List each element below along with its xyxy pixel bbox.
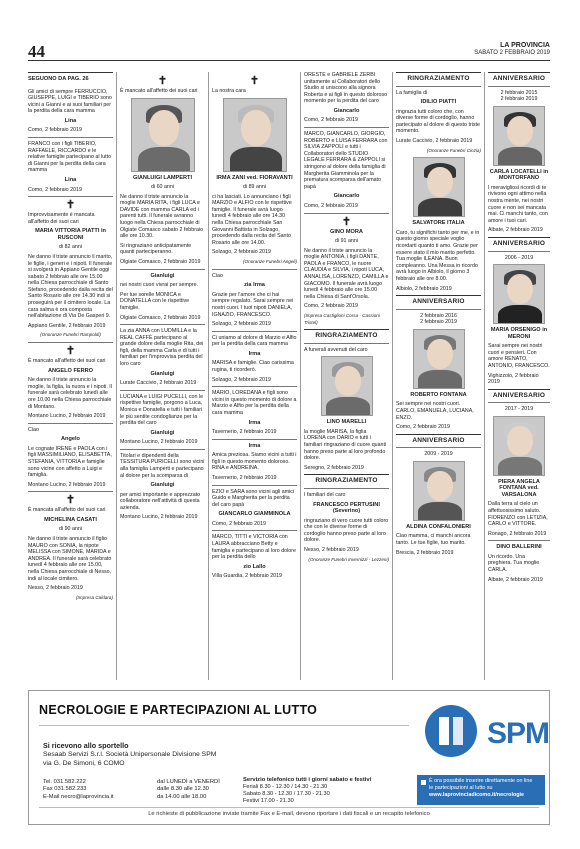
- section-title: RINGRAZIAMENTO: [304, 474, 389, 489]
- notice-text: MARCO, TITTI e VICTORIA con LAURA abbracciano Betty e famiglia e partecipano al loro dolore per la perdita dello: [212, 534, 296, 561]
- page-number: 44: [28, 42, 45, 61]
- notice-text: per amici importante e apprezzato collaboratore nell'attività di questa azienda.: [120, 491, 201, 511]
- notice-text: Ne danno il triste annuncio il figlio MAURO con SONIA, la nipote MELISSA con SIMONE, MARIDA e ANDREA. Il funerale sarà celebrato lunedì 4 febbraio alle ore 15.00, nella Chiesa parrocchiale di Nesso, indi al locale cimitero.: [28, 536, 112, 582]
- notice-text: Ne danno il triste annuncio la moglie, la figlia, la nuora e i nipoti. Il funerale sarà celebrato lunedì alle ore 10.00 nella Chiesa parrocchiale di Montano.: [28, 377, 112, 410]
- notice-text: nei nostri cuori vivrai per sempre.: [120, 282, 199, 289]
- cross-icon: ✝: [65, 199, 76, 212]
- notice-text: EZIO e SARA sono vicini agli amici Guido e Margherita per la perdita del caro papà: [212, 488, 295, 508]
- notice-text: Per tue sorelle MONICA e DONATELLA con le rispettive famiglie.: [120, 291, 190, 311]
- anniversary-dates: 2009 - 2019: [424, 451, 453, 458]
- notice-place: Seregno, 2 febbraio 2019: [304, 464, 364, 471]
- notice-name: Gianluigi: [150, 272, 175, 279]
- notice-name: Irma: [248, 442, 261, 449]
- section-title: ANNIVERSARIO: [488, 72, 550, 87]
- deceased-name: IDILIO PIATTI: [420, 99, 457, 106]
- notice-text: È mancato all'affetto dei suoi cari: [28, 358, 106, 365]
- notice-text: Caro, tu significhi tanto per me, e in questo giorno speciale voglio ricordarti quanto ti amo. Grazie per essere stato il mio marito perfetto. Tua moglie ILEANA. Buon compleanno. Una Messa in ricordo avrà luogo in Albiolo, il giorno 3 febbraio alle ore 8.00.: [396, 229, 480, 282]
- online-url[interactable]: www.laprovinciadicomo.it/necrologie: [429, 792, 525, 798]
- notice-place: Montano Lucino, 2 febbraio 2019: [120, 514, 198, 521]
- divider: [28, 491, 113, 492]
- desk-street: via G. De Simoni, 6 COMO: [43, 760, 125, 767]
- divider: [212, 386, 297, 387]
- phone-service-holidays: Festivi 17.00 - 21.30: [243, 798, 294, 804]
- notice-text: La nostra cara: [212, 88, 246, 94]
- column-divider: [484, 72, 485, 680]
- notice-text: MARIO, LOREDANA e figli sono vicini in questo momento di dolore a Marzio e Alfio per la perdita della cara mamma: [212, 390, 297, 416]
- deceased-photo: [413, 329, 465, 389]
- office-hours: [157, 779, 220, 801]
- divider: [212, 439, 297, 440]
- divider: [212, 269, 297, 270]
- column-3: [212, 72, 297, 672]
- notice-place: Tavernerio, 2 febbraio 2019: [212, 474, 277, 481]
- office-days: dal LUNEDÌ a VENERDÌ: [157, 779, 220, 785]
- desk-company: Sesaab Servizi S.r.l. Società Unipersonale Divisione SPM: [43, 751, 217, 758]
- notice-text: Titolari e dipendenti della TESSITURA PURICELLI sono vicini alla famiglia Lamperti e partecipano al dolore per la scomparsa di: [120, 452, 205, 479]
- notice-place: Como, 2 febbraio 2019: [304, 303, 358, 310]
- contacts: [43, 779, 114, 801]
- phone-service-weekdays: Feriali 8.30 - 12.30 / 14.30 - 21.30: [243, 784, 328, 790]
- notice-name: Angelo: [61, 436, 80, 443]
- notice-name: Giancarlo: [333, 193, 360, 200]
- notice-place: Como, 2 febbraio 2019: [212, 520, 266, 527]
- deceased-name: MICHELINA CASATI: [44, 516, 97, 523]
- cross-icon: ✝: [157, 75, 168, 87]
- notice-text: Le cognate IRENE e PAOLA con i figli MASSIMILIANO, ELISABETTA, STEFANIA, VITTORIA e famiglie sono vicine con affetto a Luigi e famiglia.: [28, 445, 112, 479]
- column-divider: [392, 72, 393, 680]
- section-title: ANNIVERSARIO: [396, 434, 481, 449]
- notice-name: Giancarlo: [333, 107, 360, 114]
- notice-text: Ne danno il triste annuncio il marito, le figlie, i generi e i nipoti. Il funerale si svolgerà in Appiano Gentile oggi sabato 2 febbraio alle ore 15.00 nella Chiesa parrocchiale di Santo Stefano, procedendo dalla recita del Santo Rosario alle ore 14.30 indi si proseguirà per il cimitero locale. La cara salma è ora composta nell'abitazione di Via De Gasperi 9.: [28, 253, 113, 320]
- notice-text: È mancata all'affetto dei suoi cari: [28, 507, 106, 514]
- notice-place: Olgiate Comasco, 2 febbraio 2019: [120, 314, 201, 321]
- section-title: ANNIVERSARIO: [488, 389, 550, 404]
- notice-place: Albiolo, 2 febbraio 2019: [396, 285, 452, 292]
- notice-place: Montano Lucino, 2 febbraio 2019: [28, 413, 106, 420]
- page-header: [474, 42, 550, 57]
- notice-text: MARCO, GIANCARLO, GIORGIO, ROBERTO e LUISA FERRARA con SILVIA ZAPPOLI e tutti i Collaboratori dello STUDIO LEGALE FERRARA & ZAPPOLI si stringono al dolore della famiglia di Margherita Giamminola per la prematura scomparsa dell'amato papà: [304, 131, 388, 190]
- deceased-photo: [413, 157, 465, 217]
- notice-place: Tavernerio, 2 febbraio 2019: [212, 429, 277, 436]
- section-title: RINGRAZIAMENTO: [304, 329, 389, 344]
- notice-text: MARISA e famiglie. Ciao carissima rugina, ti ricorderò.: [212, 360, 294, 373]
- notice-text: ci ha lasciati. Lo annunciano i figli MARZIO e ALFIO con le rispettive famiglie. Il funerale avrà luogo lunedì 4 febbraio alle ore 14.30 nella Chiesa parrocchiale San Giovanni Battista in Solzago, procedendo dalla recita del Santo Rosario alle ore 14.00.: [212, 193, 292, 246]
- deceased-name: MARIA VITTORIA PIATTI in RUSCONI: [35, 228, 106, 241]
- divider: [120, 324, 205, 325]
- notice-text: la moglie MARISA, la figlia LORENA con DARIO e tutti i familiari ringraziano di cuore quanti hanno preso parte al loro profondo dolore.: [304, 428, 387, 462]
- notice-place: Montano Lucino, 2 febbraio 2019: [120, 439, 198, 446]
- notice-text: Amica preziosa. Siamo vicini a tutti i figli in questo momento doloroso. RINA e ANDREINA.: [212, 452, 297, 472]
- necrology-service-banner: [28, 690, 550, 825]
- banner-title: NECROLOGIE E PARTECIPAZIONI AL LUTTO: [39, 703, 318, 717]
- divider: [488, 540, 550, 541]
- notice-text: Dalla terra al cielo un affettuosissimo saluto. FIORENZO con LETIZIA, CARLO e VITTORE.: [488, 501, 548, 528]
- section-title: ANNIVERSARIO: [396, 295, 481, 310]
- deceased-photo: [321, 356, 373, 416]
- notice-text: Ne danno il triste annuncio la moglie MARIA RITA, i figli LUCA e DAVIDE con mamma CARLA ed i parenti tutti. Il funerale avranno luogo nella Chiesa parrocchiale di Olgiate Comasco sabato 2 febbraio alle ore 10.30.: [120, 193, 204, 240]
- anniversary-dates: 2 febbraio 2015 2 febbraio 2019: [500, 89, 538, 103]
- header-rule: [28, 60, 550, 61]
- notice-name: Lina: [64, 117, 77, 124]
- agency: (Impresa Castiglioni Corsa - Cassioni Tristel): [304, 312, 380, 325]
- notice-name: Irma: [248, 419, 261, 426]
- agency: (Onoranze Funebri Cinzia): [426, 147, 481, 153]
- desk-title: Si ricevono allo sportello: [43, 741, 129, 750]
- desk-address: [43, 741, 216, 768]
- spm-logo-icon: [421, 701, 481, 761]
- cross-icon: ✝: [65, 494, 76, 507]
- notice-text: A funerali avvenuti del caro: [304, 346, 368, 353]
- divider: [120, 449, 205, 450]
- banner-rule: [39, 725, 409, 726]
- notice-text: ORESTE e GABRIELE ZERBI unitamente ai Collaboratori dello Studio si uniscono alla signora Roberta e ai figli in questo doloroso momento per la perdita del caro: [304, 72, 388, 105]
- deceased-name: ALDINA CONFALONIERI: [406, 523, 471, 530]
- notice-text: Ciao: [212, 272, 223, 279]
- notice-place: Albate, 2 febbraio 2019: [488, 576, 543, 583]
- paper-name: LA PROVINCIA: [500, 42, 550, 49]
- notice-text: FRANCO con i figli TIBERIO, RAFFAELE, RICCARDO e le relative famiglie partecipano al lutto di Gianni per la perdita della cara mamma: [28, 141, 112, 174]
- bullet-square-icon: [421, 780, 426, 785]
- divider: [28, 137, 113, 138]
- online-submission-box[interactable]: [417, 775, 545, 805]
- notice-text: La famiglia di: [396, 89, 428, 96]
- deceased-age: di 89 anni: [243, 184, 266, 191]
- divider: [28, 196, 113, 197]
- notice-name: GIANCARLO GIAMMINOLA: [218, 511, 291, 518]
- deceased-photo: [493, 106, 545, 166]
- notice-name: Lina: [64, 177, 77, 184]
- notice-place: Olgiate Comasco, 2 febbraio 2019: [120, 259, 201, 266]
- agency: (Onoranze Funebri Rampoldi): [40, 332, 101, 338]
- notice-text: Ciao mamma, ci manchi ancora tanto. Le tue figlie, tuo marito.: [396, 533, 471, 547]
- continued-label: SEGUONO DA PAG. 26: [28, 72, 113, 83]
- notice-place: Nesso, 2 febbraio 2019: [304, 546, 359, 553]
- notice-text: I familiari del caro: [304, 491, 346, 498]
- phone-number: Tel. 031.582.222: [43, 779, 86, 785]
- notice-place: Solzago, 2 febbraio 2019: [212, 321, 271, 328]
- cross-icon: ✝: [249, 75, 260, 87]
- notice-text: Ci uniamo al dolore di Marzio e Alfio per la perdita della cara mamma: [212, 334, 297, 348]
- divider: [304, 213, 389, 214]
- anniversary-dates: 2006 - 2019: [504, 254, 534, 261]
- notice-name: Irma: [248, 350, 261, 357]
- deceased-name: GINO MORA: [330, 228, 363, 235]
- notice-place: Como, 2 febbraio 2019: [396, 424, 450, 431]
- deceased-photo: [493, 264, 545, 324]
- divider: [212, 530, 297, 531]
- deceased-age: di 60 anni: [151, 184, 174, 191]
- notice-place: Vighizzolo, 2 febbraio 2019: [488, 372, 539, 386]
- agency: (Onoranze Funebri Invernizzi - Lezzeni): [308, 556, 389, 562]
- notice-text: Ne danno il triste annuncio la moglie ANTONIA, i figli DANTE, PAOLA e FRANCO, le nuore CLAUDIA e SILVIA, i nipoti LUCA, ANNALISA, LORENZO, CAMILLA e GIACOMO. Il funerale avrà luogo lunedì 4 febbraio alle ore 15.00 nella Chiesa di Sant'Orsola.: [304, 247, 389, 300]
- divider: [212, 331, 297, 332]
- notice-place: Brescia, 2 febbraio 2019: [396, 549, 454, 556]
- notice-place: Como, 2 febbraio 2019: [28, 186, 82, 193]
- notice-place: Albate, 2 febbraio 2019: [488, 227, 543, 234]
- deceased-photo: [493, 416, 545, 476]
- issue-date: SABATO 2 FEBBRAIO 2019: [474, 50, 550, 56]
- notice-name: Gianluigi: [150, 429, 175, 436]
- notice-place: Montano Lucino, 2 febbraio 2019: [28, 481, 106, 488]
- banner-rule: [39, 807, 539, 808]
- notice-name: zio Lallo: [243, 563, 266, 570]
- fax-number: Fax 031.582.233: [43, 786, 87, 793]
- column-2: [120, 72, 205, 672]
- deceased-name: FRANCESCO PERTUSINI (Severino): [313, 501, 380, 515]
- divider: [28, 423, 113, 424]
- deceased-name: CARLA LOCATELLI in MONTORFANO: [489, 168, 549, 182]
- deceased-name: ANGELO FERRO: [47, 367, 94, 374]
- notice-place: Nesso, 2 febbraio 2019: [28, 585, 83, 592]
- notice-place: Solzago, 2 febbraio 2019: [212, 376, 271, 383]
- divider: [304, 127, 389, 128]
- divider: [120, 269, 205, 270]
- anniversary-dates: 2 febbraio 2016 2 febbraio 2019: [420, 312, 457, 326]
- deceased-name: DINO BALLERINI: [496, 544, 542, 551]
- column-divider: [116, 72, 117, 680]
- deceased-name: IRMA ZANI ved. FIORAVANTI: [216, 174, 293, 181]
- deceased-photo: [413, 461, 465, 521]
- notice-text: ringraziano di vero cuore tutti coloro che con le diverse forme di cordoglio hanno preso parte al loro dolore.: [304, 517, 389, 544]
- deceased-age: di 82 anni: [59, 244, 82, 251]
- deceased-age: di 91 anni: [335, 238, 358, 244]
- notice-place: Lurate Caccivio, 2 febbraio 2019: [396, 138, 473, 145]
- notice-place: Como, 2 febbraio 2019: [304, 117, 358, 124]
- notice-name: Gianluigi: [150, 370, 175, 377]
- column-1: [28, 72, 113, 672]
- deceased-name: SALVATORE ITALIA: [412, 220, 465, 227]
- notice-name: Gianluigi: [150, 482, 175, 489]
- anniversary-dates: 2017 - 2019: [504, 406, 534, 413]
- column-6: [488, 72, 550, 672]
- divider: [28, 342, 113, 343]
- notice-text: È mancato all'affetto dei suoi cari: [120, 88, 198, 94]
- deceased-photo: [131, 98, 195, 172]
- column-divider: [300, 72, 301, 680]
- notice-place: Como, 2 febbraio 2019: [304, 202, 358, 209]
- notice-place: Ronago, 2 febbraio 2019: [488, 530, 547, 537]
- notice-text: Grazie per l'amore che ci hai sempre regalato. Sarai sempre nei nostri cuori. I tuoi nipoti DANIELA, IGNAZIO, FRANCESCO.: [212, 291, 294, 318]
- phone-service: [243, 777, 403, 805]
- divider: [120, 390, 205, 391]
- agency: (Impresa Caldara): [75, 594, 113, 600]
- deceased-photo: [223, 98, 287, 172]
- spm-logo-text: SPM: [487, 717, 550, 750]
- online-line-1: È ora possibile inserire direttamente on line: [429, 778, 533, 784]
- notice-text: Improvvisamente è mancata all'affetto dei suoi cari: [28, 212, 95, 225]
- phone-service-title: Servizio telefonico tutti i giorni sabato e festivi: [243, 777, 372, 783]
- notice-text: Sei sempre nei nostri cuori. CARLO, EMANUELA, LUCIANA, ENZO.: [396, 401, 474, 421]
- notice-place: Solzago, 2 febbraio 2019: [212, 249, 271, 256]
- column-5: [396, 72, 481, 672]
- cross-icon: ✝: [65, 345, 76, 358]
- office-hours-afternoon: da 14.00 alle 18.00: [157, 793, 207, 800]
- notice-place: Appiano Gentile, 2 febbraio 2019: [28, 322, 106, 329]
- notice-text: I meravigliosi ricordi di te rivivono ogni attimo nella nostra mente, nei nostri cuore e non sei mancata mai. Ci manchi tanto, con amore i tuoi cari.: [488, 184, 548, 224]
- notice-name: zia Irma: [244, 282, 265, 289]
- notice-text: Si ringraziano anticipatamente quanti parteciperanno.: [120, 242, 192, 256]
- deceased-name: ROBERTO FONTANA: [410, 391, 467, 398]
- column-divider: [208, 72, 209, 680]
- section-title: ANNIVERSARIO: [488, 237, 550, 252]
- deceased-name: PIERA ANGELA FONTANA ved. VARSALONA: [498, 478, 540, 498]
- column-4: [304, 72, 389, 672]
- notice-place: Villa Guardia, 2 febbraio 2019: [212, 573, 282, 580]
- deceased-name: GIANLUIGI LAMPERTI: [132, 174, 193, 181]
- notice-text: Un ricordo. Una preghiera. Tua moglie CARLA.: [488, 553, 540, 574]
- notice-text: LUCIANA e LUIGI PUCELLI, con le rispettive famiglie, porgono a Luca, Monica e Donatella e tutti i familiari le più sentite condoglianze per la perdita del caro: [120, 393, 204, 427]
- cross-icon: ✝: [341, 215, 352, 228]
- divider: [212, 485, 297, 486]
- section-title: RINGRAZIAMENTO: [396, 72, 481, 87]
- office-hours-morning: dalle 8.30 alle 12.30: [157, 786, 209, 793]
- deceased-name: MARIA ORSENIGO in MERONI: [490, 327, 548, 340]
- notice-text: Gli amici di sempre FERRUCCIO, GIUSEPPE, LUIGI e TIBERIO sono vicini a Gianni e ai suoi familiari per la perdita della cara mamma: [28, 88, 112, 115]
- notice-text: Sarai sempre nei nostri cuori e pensieri. Con amore RENATO, ANTONIO, FRANCESCO.: [488, 343, 550, 369]
- agency: (Onoranze Funebri Angeli): [243, 259, 297, 265]
- online-line-2: le partecipazioni al lutto su: [429, 785, 493, 791]
- notice-text: La zia ANNA con LUDMILLA e la REAL CAFFÈ partecipano al grande dolore della moglie Rita, dei figli, della mamma Carla e di tutti i familiari per l'improvvisa perdita del loro caro: [120, 328, 204, 368]
- deceased-age: di 90 anni: [59, 526, 82, 533]
- deceased-name: LINO MARELLI: [326, 419, 367, 426]
- notice-place: Lurate Caccivio, 2 febbraio 2019: [120, 380, 197, 387]
- notice-text: Ciao: [28, 426, 39, 433]
- notice-text: ringrazia tutti coloro che, con diverse forme di cordoglio, hanno partecipato al dolore di questo triste momento.: [396, 108, 480, 135]
- fiscal-note: Le richieste di pubblicazione inviate tramite Fax e E-mail, devono riportare i dati fiscali e un recapito telefonico: [148, 811, 430, 817]
- phone-service-saturday: Sabato 8.30 - 12.30 / 17.30 - 21.30: [243, 791, 330, 797]
- notice-place: Como, 2 febbraio 2019: [28, 127, 82, 134]
- email-address[interactable]: E-Mail necro@laprovincia.it: [43, 793, 114, 800]
